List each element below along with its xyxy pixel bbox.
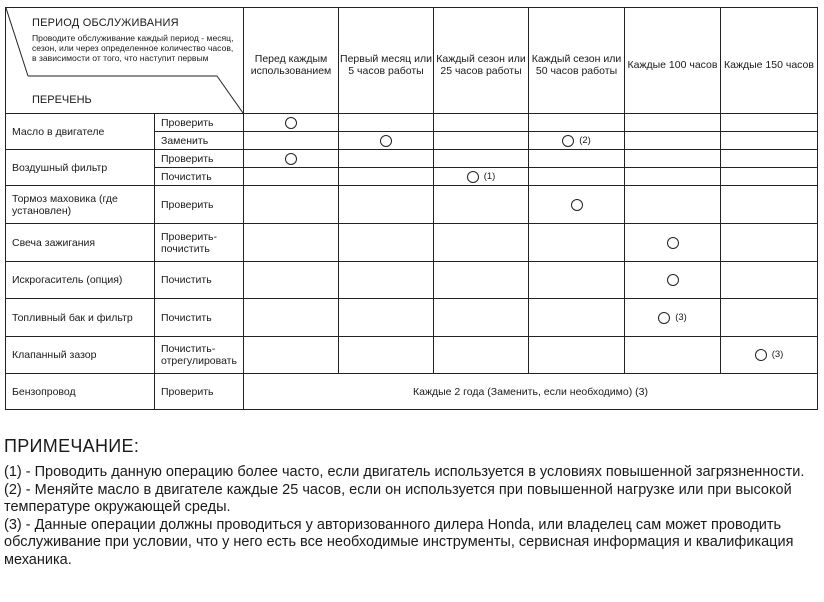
table-row (6, 186, 818, 224)
schedule-cell (339, 150, 434, 168)
schedule-cell (721, 132, 818, 150)
schedule-cell (434, 186, 529, 224)
schedule-cell (244, 132, 339, 150)
schedule-cell (434, 132, 529, 150)
circle-mark-icon (658, 312, 670, 324)
item-label: Искрогаситель (опция) (6, 262, 155, 299)
schedule-cell (625, 337, 721, 374)
schedule-cell (721, 186, 818, 224)
schedule-cell (434, 337, 529, 374)
period-title: ПЕРИОД ОБСЛУЖИВАНИЯ (32, 17, 179, 29)
schedule-cell (244, 150, 339, 168)
schedule-cell (625, 186, 721, 224)
footnote-ref: (1) (483, 170, 496, 182)
schedule-cell (339, 262, 434, 299)
schedule-cell (244, 114, 339, 132)
circle-mark-icon (562, 135, 574, 147)
schedule-cell (434, 150, 529, 168)
schedule-cell (625, 262, 721, 299)
table-row (6, 262, 818, 299)
operation-label: Проверить (155, 186, 244, 224)
note-item: (1) - Проводить данную операцию более часто, если двигатель используется в условиях повышенной загрязненности. (4, 464, 805, 480)
schedule-cell (434, 114, 529, 132)
schedule-cell (244, 337, 339, 374)
schedule-cell (244, 299, 339, 337)
schedule-cell (721, 299, 818, 337)
schedule-cell (625, 224, 721, 262)
schedule-cell (244, 168, 339, 186)
schedule-cell (529, 186, 625, 224)
circle-mark-icon (571, 199, 583, 211)
table-row (6, 150, 818, 168)
schedule-cell (529, 132, 625, 150)
schedule-cell (434, 299, 529, 337)
period-description: Проводите обслуживание каждый период - месяц, сезон, или через определенное количество часов, в зависимости от того, что наступит первым (32, 33, 234, 63)
table-header-row (6, 8, 818, 114)
schedule-cell (339, 224, 434, 262)
schedule-cell (529, 114, 625, 132)
schedule-cell (529, 150, 625, 168)
circle-mark-icon (667, 274, 679, 286)
header-corner-cell (6, 8, 244, 114)
schedule-cell (529, 262, 625, 299)
schedule-cell (625, 168, 721, 186)
operation-label: Проверить (155, 150, 244, 168)
schedule-cell (721, 150, 818, 168)
schedule-cell (339, 337, 434, 374)
operation-label: Почистить (155, 262, 244, 299)
schedule-cell (339, 299, 434, 337)
footnote-ref: (2) (579, 134, 591, 146)
operation-label: Почистить-отрегулировать (155, 337, 244, 374)
item-label: Клапанный зазор (6, 337, 155, 374)
item-label: Топливный бак и фильтр (6, 299, 155, 337)
circle-mark-icon (755, 349, 767, 361)
schedule-cell (625, 150, 721, 168)
item-label: Масло в двигателе (6, 114, 155, 150)
item-label: Тормоз маховика (где установлен) (6, 186, 155, 224)
circle-mark-icon (667, 237, 679, 249)
schedule-cell (244, 262, 339, 299)
column-header: Первый месяц или 5 часов работы (339, 8, 434, 114)
table-row (6, 374, 818, 410)
schedule-cell (721, 114, 818, 132)
footnote-ref: (3) (771, 349, 784, 361)
column-header: Каждые 100 часов (625, 8, 721, 114)
operation-label: Заменить (155, 132, 244, 150)
schedule-cell (244, 224, 339, 262)
list-label: ПЕРЕЧЕНЬ (32, 94, 92, 106)
operation-label: Проверить (155, 374, 244, 410)
schedule-cell (529, 168, 625, 186)
schedule-cell (434, 262, 529, 299)
operation-label: Проверить (155, 114, 244, 132)
circle-mark-icon (285, 153, 297, 165)
schedule-cell (721, 168, 818, 186)
schedule-cell (529, 224, 625, 262)
schedule-cell (434, 224, 529, 262)
table-row (6, 114, 818, 132)
column-header: Каждые 150 часов (721, 8, 818, 114)
column-header: Каждый сезон или 50 часов работы (529, 8, 625, 114)
maintenance-schedule-table (5, 7, 818, 410)
schedule-cell (625, 132, 721, 150)
schedule-cell (339, 186, 434, 224)
schedule-cell (529, 337, 625, 374)
schedule-cell (244, 186, 339, 224)
schedule-cell (339, 132, 434, 150)
circle-mark-icon (285, 117, 297, 129)
operation-label: Почистить (155, 168, 244, 186)
schedule-cell (529, 299, 625, 337)
schedule-cell (339, 114, 434, 132)
note-item: (3) - Данные операции должны проводиться у авторизованного дилера Honda, или владелец сам может проводить обслуживание при условии, что у него есть все необходимые инструменты, сервисная информация и квалификация механика. (4, 516, 794, 568)
schedule-cell (434, 168, 529, 186)
schedule-cell (625, 114, 721, 132)
schedule-cell (339, 168, 434, 186)
table-row (6, 337, 818, 374)
table-row (6, 299, 818, 337)
item-label: Свеча зажигания (6, 224, 155, 262)
circle-mark-icon (467, 171, 479, 183)
notes-section (4, 436, 818, 569)
footnote-ref: (3) (675, 311, 687, 323)
item-label: Бензопровод (6, 374, 155, 410)
schedule-cell (625, 299, 721, 337)
table-row (6, 224, 818, 262)
notes-title: ПРИМЕЧАНИЕ: (4, 436, 140, 456)
note-item: (2) - Меняйте масло в двигателе каждые 25 часов, если он используется при повышенной нагрузке или при высокой температуре окружающей среды. (4, 481, 792, 515)
operation-label: Почистить (155, 299, 244, 337)
operation-label: Проверить-почистить (155, 224, 244, 262)
item-label: Воздушный фильтр (6, 150, 155, 186)
schedule-cell (721, 262, 818, 299)
circle-mark-icon (380, 135, 392, 147)
column-header: Перед каждым использованием (244, 8, 339, 114)
schedule-cell (721, 224, 818, 262)
schedule-cell (721, 337, 818, 374)
column-header: Каждый сезон или 25 часов работы (434, 8, 529, 114)
schedule-span-cell: Каждые 2 года (Заменить, если необходимо) (3) (244, 374, 818, 410)
